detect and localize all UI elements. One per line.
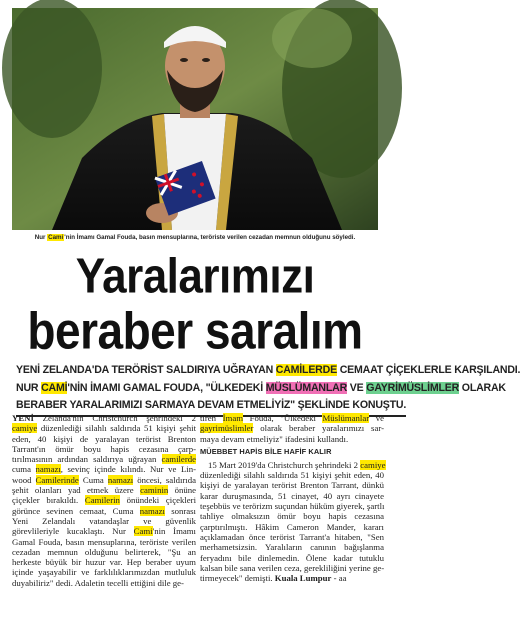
deck-line-3: BERABER YARALARIMIZI SARMAYA DEVAM ETMELİYİZ" ŞEKLİNDE KONUŞTU. bbox=[16, 397, 378, 417]
article-column-left: YENİ Zelanda'nın Christchurch şehrindeki 2 camiye düzenlediği silahlı saldırıda 51 kişiyi şehit eden, 40 kişiyi de yaralayan terörist Brenton Tarrant'ın ömür boyu hapis cezasına çarp- tırılmasının ardından saldırıya uğrayan camilerde cuma namazı, sevinç içinde kılındı. Nur ve Lin- wood Camilerinde Cuma namazı öncesi, saldırıda şehit olanları yad etmek üzere caminin önüne çiçekler bırakıldı. Camilerin önündeki çiçekleri görünce sevinen cemaat, Cuma namazı sonrası Yeni Zelandalı vatandaşlar ve güvenlik görevlileriyle kucaklaştı. Nur Cami'nin İmamı Gamal Fouda, basın mensuplarına, teröriste verilen cezadan memnun olduğunu belirterek, "Şu an herkeste büyük bir huzur var. Hep beraber uyum içinde yaşayabilir ve farklılıklarımızdan mutluluk duyabiliriz" dedi. Adaletin tecelli ettiğini dile ge- bbox=[12, 413, 197, 588]
headline-line-1: Yaralarımızı bbox=[75, 248, 315, 304]
headline-line-2: beraber saralım bbox=[27, 301, 363, 360]
deck-line-2: NUR CAMİ'NİN İMAMI GAMAL FOUDA, "ÜLKEDEKİ MÜSLÜMANLAR VE GAYRİMÜSLİMLER OLARAK bbox=[16, 381, 506, 394]
imam-portrait-image bbox=[12, 8, 378, 230]
article-column-right: tiren İmam Fouda, "Ülkedeki Müslümanlar ve gayrimüslimler olarak beraber yaralarımızı sar- maya devam etmeliyiz" ifadesini kullandı. MÜEBBET HAPİS BİLE HAFİF KALIR 15 Mart 2019'da Christchurch şehrindeki 2 camiye düzenlediği silahlı saldırıda 51 kişiyi şehit eden, 40 kişiyi de yaralayan terörist Brenton Tarrant, dünkü karar duruşmasında, 51 cinayet, 40 ayrı cinayete teşebbüs ve terörizm suçundan hüküm giyerek, şartlı tahliye olmaksızın ömür boyu hapis cezasına çarptırılmıştı. Hâkim Cameron Mander, kararı açıklamadan önce terörist Tarrant'a hitaben, "Sen merhametsizsin. Yaralıların canının bağışlanma feryadını bile dinlemedin. Ölene kadar tutuklu kalsan bile sana verilen ceza, gerekliliğini yerine ge- tirmeyecek" demişti. Kuala Lumpur - aa bbox=[200, 413, 386, 584]
subheading: MÜEBBET HAPİS BİLE HAFİF KALIR bbox=[200, 446, 332, 456]
photo-caption: Nur Cami'nin İmamı Gamal Fouda, basın mensuplarına, teröriste verilen cezadan memnun olduğunu söyledi. bbox=[34, 234, 356, 241]
deck-line-1: YENİ ZELANDA'DA TERÖRİST SALDIRIYA UĞRAYAN CAMİLERDE CEMAAT ÇİÇEKLERLE KARŞILANDI. bbox=[16, 364, 520, 376]
article-photo bbox=[12, 8, 378, 230]
deck-summary bbox=[16, 362, 520, 417]
